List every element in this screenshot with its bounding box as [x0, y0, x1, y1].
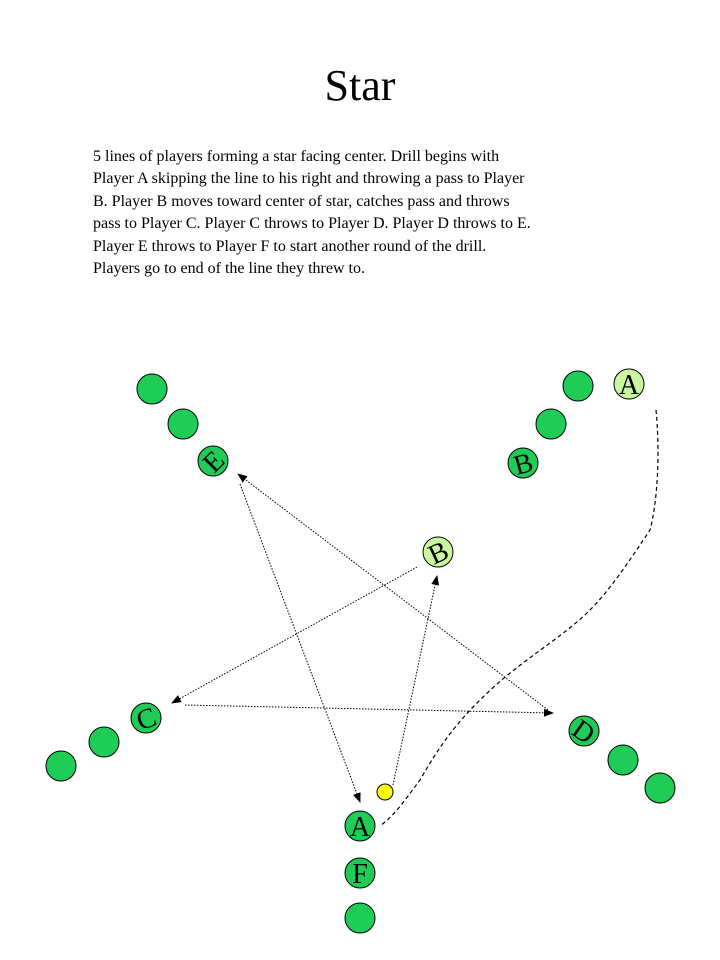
description-line: B. Player B moves toward center of star, catches pass and throws: [93, 192, 510, 210]
player-f-label: F: [352, 859, 368, 890]
player-circle: [89, 727, 119, 757]
pass-arrow-a-to-b: [393, 576, 437, 785]
player-circle: [137, 374, 167, 404]
player-circle: [168, 409, 198, 439]
description-line: Player E throws to Player F to start another round of the drill.: [93, 237, 487, 255]
player-circle: [608, 745, 638, 775]
pass-arrow-c-to-d: [185, 705, 553, 713]
description-line: pass to Player C. Player C throws to Player D. Player D throws to E.: [93, 215, 531, 233]
ball: [377, 784, 393, 800]
player-a-top-label: A: [618, 370, 640, 401]
player-circle: [46, 751, 76, 781]
pass-arrow-d-to-e: [238, 474, 548, 710]
pass-arrow-e-to-f: [240, 484, 360, 802]
pass-arrow-b-to-c: [172, 567, 417, 703]
player-b-center-label: B: [423, 535, 454, 572]
player-circle: [345, 903, 375, 933]
player-circle: [536, 409, 566, 439]
player-a-bottom-label: A: [349, 812, 371, 843]
player-circle: [563, 371, 593, 401]
pass-lines: [172, 474, 553, 802]
player-d-label: D: [565, 713, 601, 751]
page-title: Star: [324, 61, 396, 110]
description-line: Player A skipping the line to his right and throwing a pass to Player: [93, 170, 525, 188]
player-circle: [645, 773, 675, 803]
description-line: Players go to end of the line they threw to.: [93, 260, 365, 278]
player-c-label: C: [132, 701, 161, 738]
player-b-top-label: B: [510, 447, 537, 482]
description-line: 5 lines of players forming a star facing center. Drill begins with: [93, 148, 500, 165]
player-e-label: E: [197, 445, 232, 480]
